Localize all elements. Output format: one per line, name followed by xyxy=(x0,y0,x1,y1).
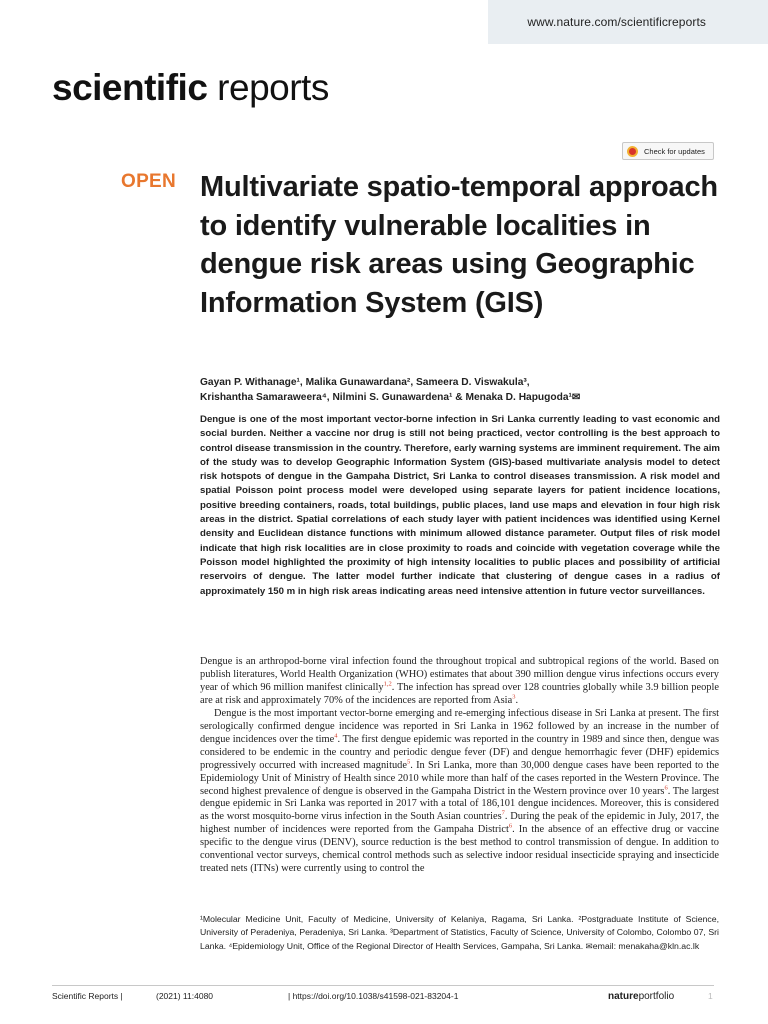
footer-journal: Scientific Reports | xyxy=(52,991,123,1001)
body-paragraph-1 xyxy=(200,656,719,708)
body-text xyxy=(200,656,719,876)
body-text-run: . The largest dengue epidemic in Sri Lanka was reported in 2017 with a total of 186,101 dengue incidences. Moreover, this is considered as the worst mosquito-borne virus infection in the South Asian countries xyxy=(200,785,719,823)
affiliations: ¹Molecular Medicine Unit, Faculty of Medicine, University of Kelaniya, Ragama, Sri Lanka. ²Postgraduate Institute of Science, University of Peradeniya, Peradeniya, Sri Lanka. ³Department of Statistics, Faculty of Science, University of Colombo, Colombo 07, Sri Lanka. ⁴Epidemiology Unit, Office of the Regional Director of Health Services, Gampaha, Sri Lanka. ✉email: menakaha@kln.ac.lk xyxy=(200,914,719,951)
citation-link[interactable]: 7 xyxy=(501,809,505,817)
journal-logo-light: reports xyxy=(207,67,329,108)
journal-logo-bold: scientific xyxy=(52,67,208,108)
citation-link[interactable]: 6 xyxy=(664,784,668,792)
body-text-run: Dengue is an arthropod-borne viral infection found the throughout tropical and subtropical regions of the world. Based on publish literatures, World Health Organization (WHO) estimates that about 390 million dengue virus infections occurs every year of which 96 million manifest clinically xyxy=(200,656,719,693)
citation-link[interactable]: 5 xyxy=(406,758,411,766)
publisher-logo-light: portfolio xyxy=(638,991,675,1002)
check-updates-label: Check for updates xyxy=(644,146,705,156)
body-text-run: . xyxy=(515,694,519,706)
body-text-run: . The first dengue epidemic was reported in the country in 1989 and since then, dengue was considered to be endemic in the country and periodic dengue fever (DF) and dengue hemorrhagic fever (DHF) epidemics progressively occurred with increased magnitude xyxy=(200,733,719,771)
authors-line-1: Gayan P. Withanage¹, Malika Gunawardana², Sameera D. Viswakula³, xyxy=(200,377,530,388)
body-text-run: . The infection has spread over 128 countries globally while 3.9 billion people are at risk and approximately 70% of the incidences are reported from Asia xyxy=(200,681,719,706)
journal-url-link[interactable]: www.nature.com/scientificreports xyxy=(527,15,706,29)
abstract: Dengue is one of the most important vector-borne infection in Sri Lanka currently leading to vast economic and social burden. Neither a vaccine nor drug is still not being practiced, vector controlling is the best approach to control disease transmission in the country. Therefore, early warning systems are imminent requirement. The aim of the study was to develop Geographic Information System (GIS)-based multivariate analysis model to detect risk hotspots of dengue in the Gampaha District, Sri Lanka to control diseases transmission. A risk model and spatial Poisson point process model were developed using separate layers for patient incidence locations, positive breeding containers, roads, total buildings, public places, land use maps and elevation in four high risk areas in the district. Spatial correlations of each study layer with patient incidences was identified using Kernel density and Euclidean distance functions with minimum allowed distance parameter. Output files of risk model indicate that high risk localities are in close proximity to roads and coincide with vegetation coverage while the Poisson model highlighted the proximity of high intensity localities to public places and possibility of artificial reservoirs of dengue. The latter model further indicate that clustering of dengue cases in a radius of approximately 150 m in high risk areas indicating areas need intensive attention in future vector surveillances. xyxy=(200,414,720,597)
citation-link[interactable]: 1,2 xyxy=(383,680,392,688)
check-updates-button[interactable] xyxy=(622,142,714,160)
page-number: 1 xyxy=(708,991,713,1001)
body-text-run: . During the peak of the epidemic in July, 2017, the highest number of incidences were reported from the Gampaha District xyxy=(200,811,719,836)
citation-link[interactable]: 3 xyxy=(512,693,516,701)
journal-logo xyxy=(52,66,329,110)
citation-link[interactable]: 6 xyxy=(508,822,513,830)
body-text-run: . In Sri Lanka, more than 30,000 dengue cases have been reported to the Epidemiology Unit of Ministry of Health since 2010 while more than half of the cases reported in the Western Province. The second highest prevalence of dengue is observed in the Gampaha District in the Western province over 10 years xyxy=(200,759,719,797)
publisher-logo xyxy=(608,991,674,1002)
crossmark-icon xyxy=(627,146,638,157)
authors-line-2: Krishantha Samaraweera⁴, Nilmini S. Gunawardena¹ & Menaka D. Hapugoda¹✉ xyxy=(200,392,581,403)
publisher-logo-bold: nature xyxy=(608,991,639,1002)
url-banner xyxy=(488,0,768,44)
footer-doi-link[interactable]: | https://doi.org/10.1038/s41598-021-83204-1 xyxy=(288,991,459,1001)
body-paragraph-2 xyxy=(200,708,719,876)
footer-volume: (2021) 11:4080 xyxy=(156,991,214,1001)
body-text-run: . In the absence of an effective drug or vaccine specific to the dengue virus (DENV), source reduction is the best method to control transmission of dengue. In addition to conventional vector surveys, chemical control methods such as selective indoor residual insecticide spraying and insecticide treated nets (ITNs) were currently using to control the xyxy=(200,824,719,875)
citation-link[interactable]: 4 xyxy=(334,732,338,740)
open-access-badge: OPEN xyxy=(121,171,177,192)
footer-divider xyxy=(52,985,714,986)
article-title: Multivariate spatio-temporal approach to identify vulnerable localities in dengue risk areas using Geographic Information System (GIS) xyxy=(200,171,718,319)
body-text-run: Dengue is the most important vector-borne emerging and re-emerging infectious disease in Sri Lanka at present. The first serologically confirmed dengue incidence was reported in Sri Lanka in 1962 followed by an increase in the number of dengue incidences over the time xyxy=(200,707,719,745)
author-list xyxy=(200,375,720,405)
